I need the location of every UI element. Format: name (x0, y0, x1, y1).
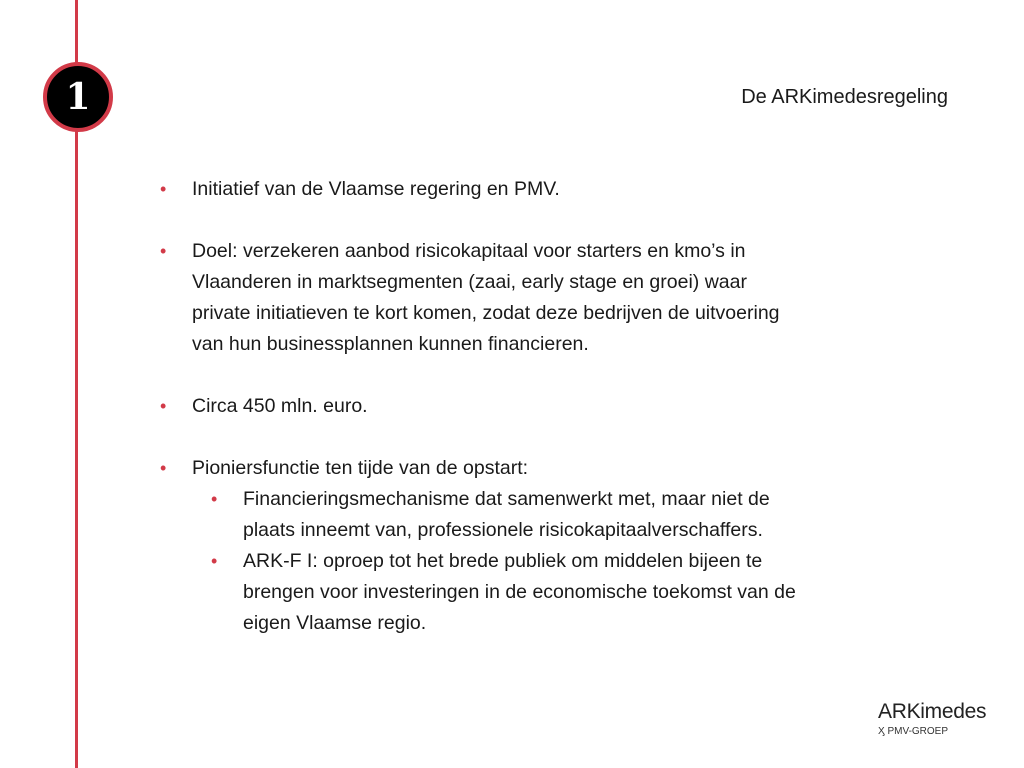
bullet-text: Circa 450 mln. euro. (192, 395, 368, 417)
bullet-list (0, 174, 1024, 670)
bullet-icon: • (160, 458, 167, 478)
bullet-text: Initiatief van de Vlaamse regering en PMV. (192, 178, 560, 200)
bullet-item (0, 391, 1024, 422)
sub-bullet-text: eigen Vlaamse regio. (243, 612, 427, 634)
bullet-text: Doel: verzekeren aanbod risicokapitaal voor starters en kmo’s in (192, 240, 746, 262)
slide-number-badge: 1 (43, 62, 113, 132)
logo-group-text: PMV-GROEP (887, 726, 949, 737)
bullet-icon: • (211, 489, 218, 509)
bullet-item (0, 236, 1024, 360)
bullet-text: van hun businessplannen kunnen financieren. (192, 333, 589, 355)
sub-bullet-text: plaats inneemt van, professionele risicokapitaalverschaffers. (243, 519, 763, 541)
sub-bullet-text: Financieringsmechanisme dat samenwerkt met, maar niet de (243, 488, 770, 510)
logo-group (878, 726, 986, 737)
sub-bullet-text: ARK-F I: oproep tot het brede publiek om middelen bijeen te (243, 550, 763, 572)
arkimedes-logo (878, 700, 986, 737)
pmv-mark-icon: Ӽ (878, 726, 888, 737)
bullet-item (0, 174, 1024, 205)
bullet-text: Vlaanderen in marktsegmenten (zaai, early stage en groei) waar (192, 271, 747, 293)
logo-name: ARKimedes (878, 700, 987, 723)
bullet-icon: • (160, 179, 167, 199)
bullet-icon: • (160, 241, 167, 261)
slide-title: De ARKimedesregeling (741, 86, 948, 108)
sub-bullet-item (0, 484, 1024, 546)
bullet-icon: • (211, 551, 218, 571)
bullet-text: Pioniersfunctie ten tijde van de opstart: (192, 457, 529, 479)
bullet-item (0, 453, 1024, 639)
sub-bullet-item (0, 546, 1024, 639)
bullet-text: private initiatieven te kort komen, zodat deze bedrijven de uitvoering (192, 302, 780, 324)
bullet-icon: • (160, 396, 167, 416)
sub-bullet-text: brengen voor investeringen in de economische toekomst van de (243, 581, 796, 603)
